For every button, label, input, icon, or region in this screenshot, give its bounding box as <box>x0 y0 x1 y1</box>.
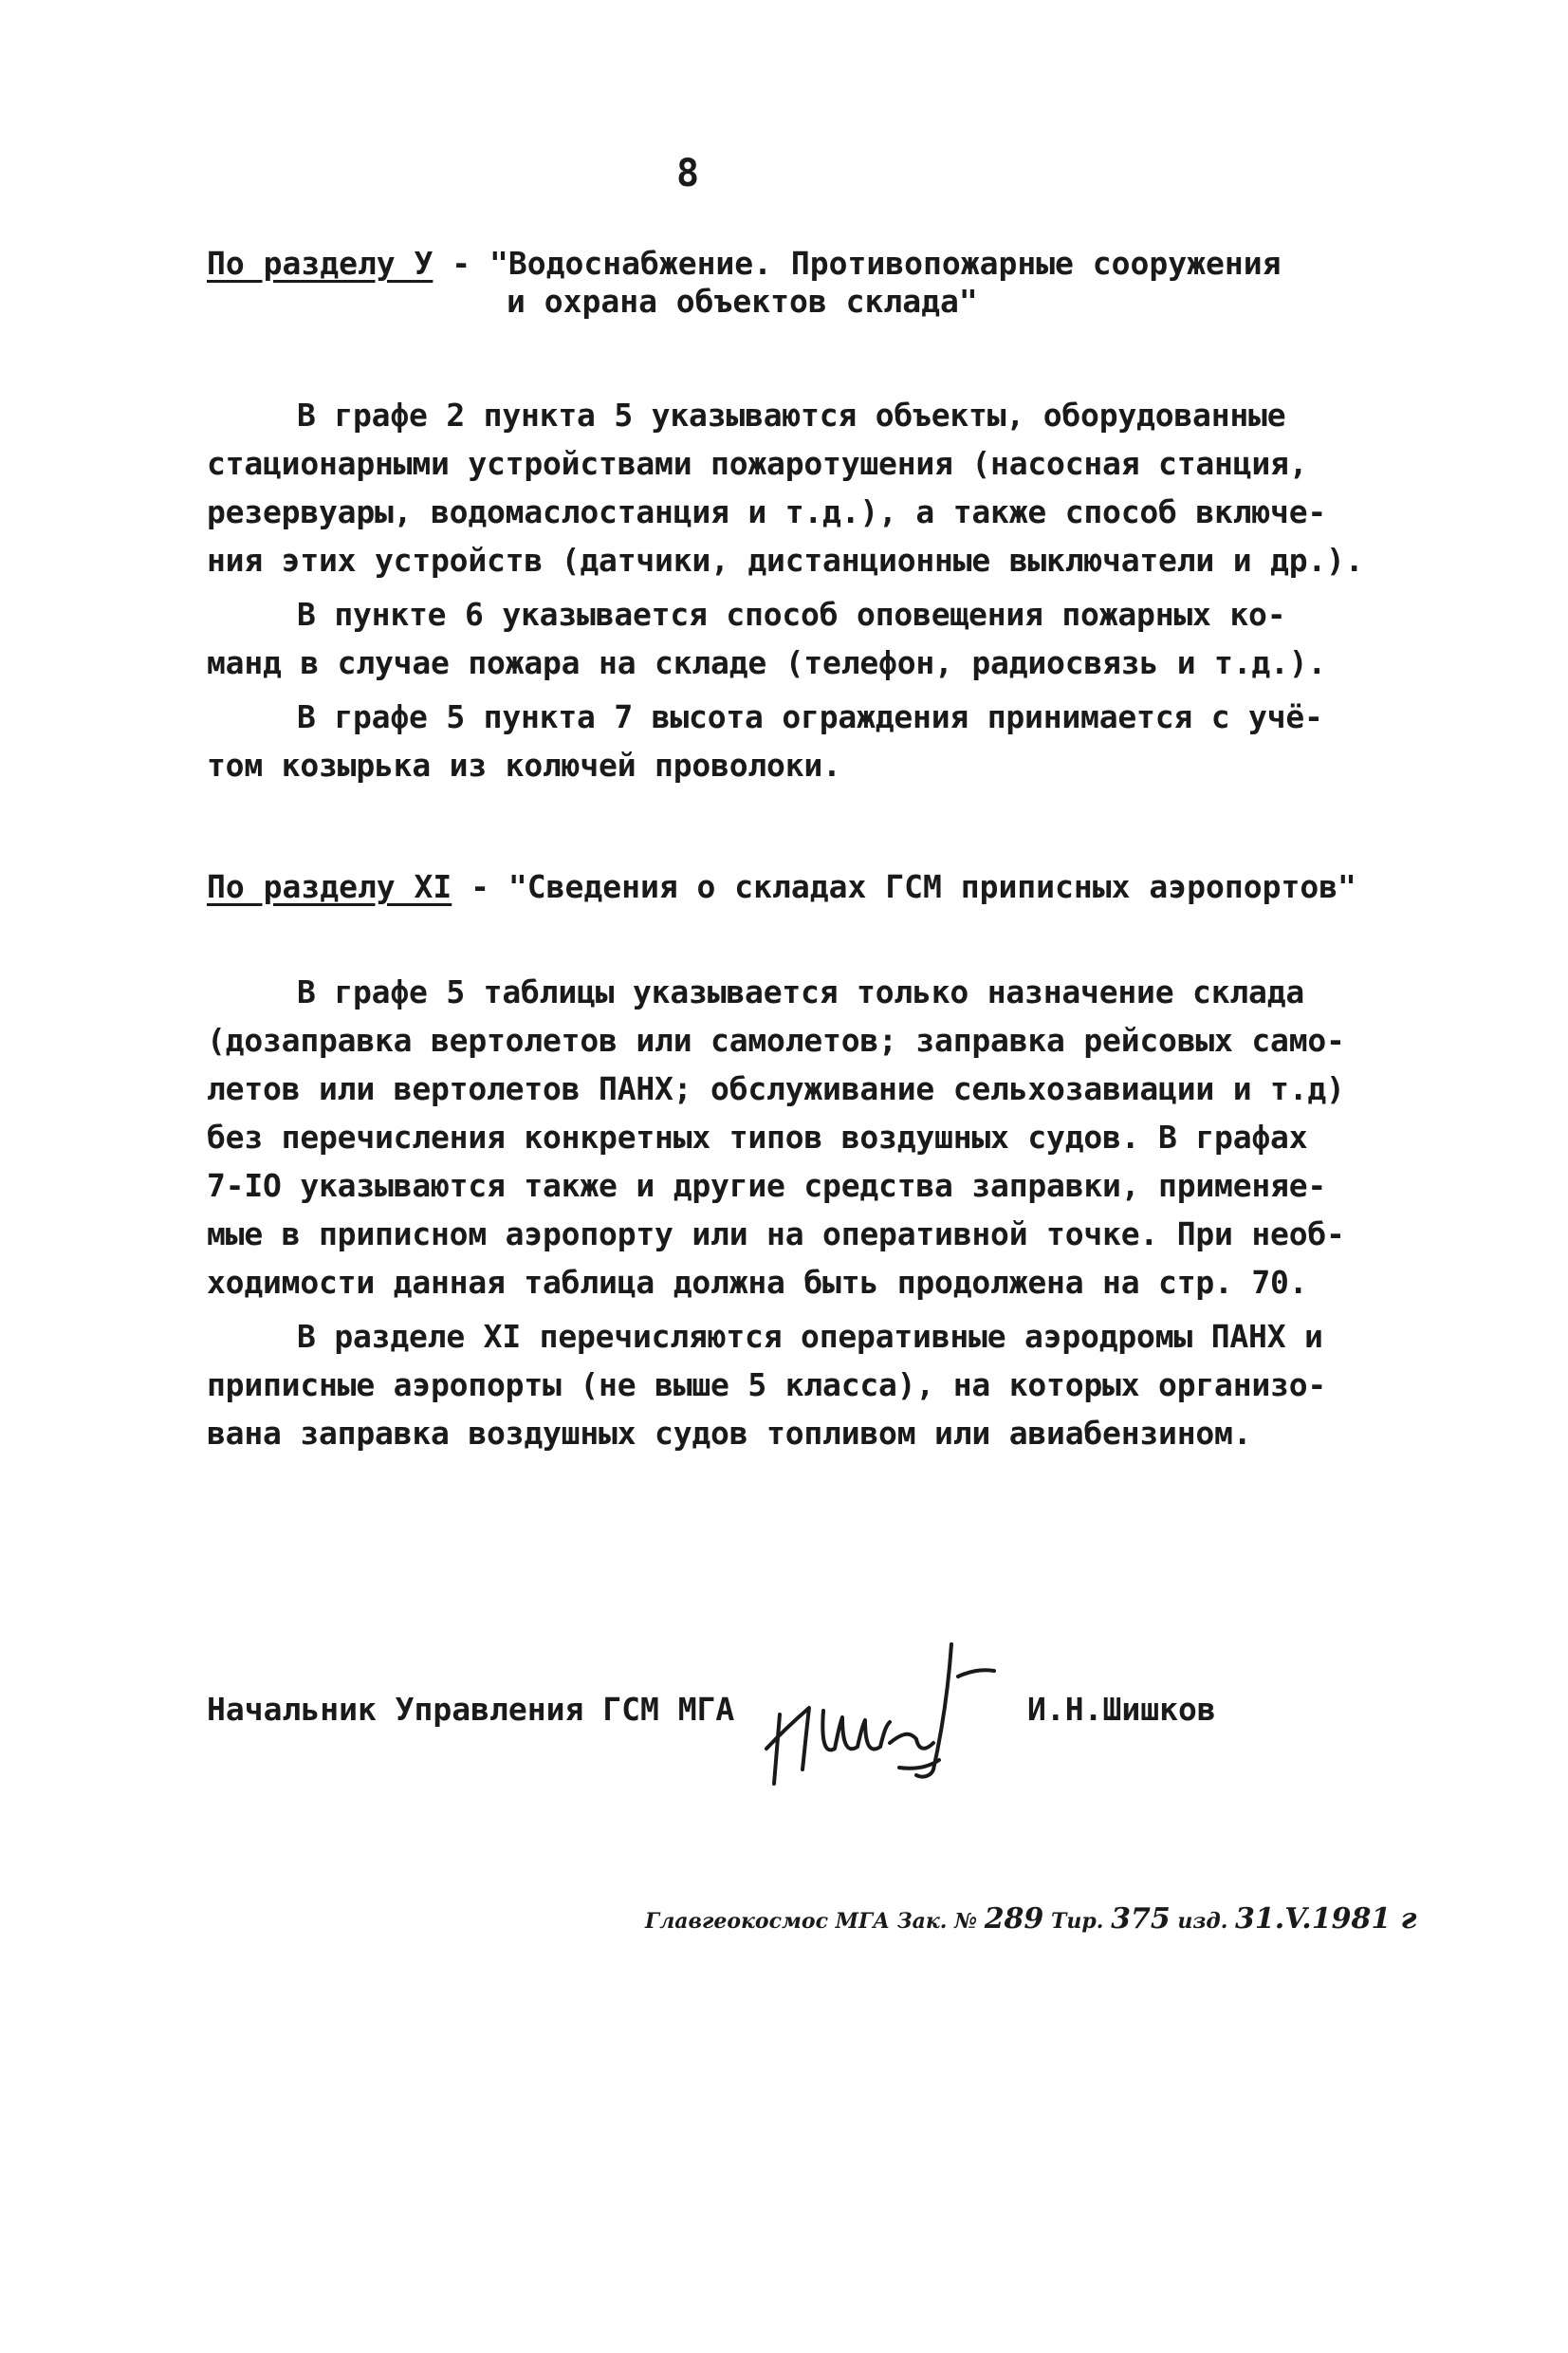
page-number: 8 <box>675 152 700 195</box>
signatory-name: И.Н.Шишков <box>1027 1691 1216 1728</box>
text-line: том козырька из колючей проволоки. <box>207 747 841 784</box>
text-line: манд в случае пожара на складе (телефон, радиосвязь и т.д.). <box>207 644 1327 681</box>
section-v-prefix: По разделу У <box>207 245 434 282</box>
section-v-paragraph-3 <box>207 693 1383 789</box>
text-line: В графе 2 пункта 5 указываются объекты, оборудованные <box>297 397 1286 434</box>
imprint-order-number: 289 <box>984 1902 1044 1936</box>
text-line: (дозаправка вертолетов или самолетов; заправка рейсовых само- <box>207 1022 1345 1059</box>
section-v-title-line2: и охрана объектов склада" <box>507 283 978 320</box>
text-line: летов или вертолетов ПАНХ; обслуживание сельхозавиации и т.д) <box>207 1070 1345 1107</box>
section-v-paragraph-1 <box>207 391 1383 584</box>
section-v-title-line1: - "Водоснабжение. Противопожарные сооружения <box>433 245 1282 282</box>
signatory-title: Начальник Управления ГСМ МГА <box>207 1691 735 1728</box>
section-xi-paragraph-1 <box>207 968 1383 1306</box>
imprint-date: 31.V.1981 г <box>1235 1902 1417 1936</box>
section-v-heading <box>207 245 1383 321</box>
text-line: вана заправка воздушных судов топливом или авиабензином. <box>207 1415 1252 1452</box>
handwritten-signature <box>757 1637 1013 1798</box>
section-xi-title: - "Сведения о складах ГСМ приписных аэропортов" <box>452 868 1356 905</box>
printer-imprint <box>645 1902 1417 1936</box>
text-line: стационарными устройствами пожаротушения (насосная станция, <box>207 445 1308 482</box>
text-line: В разделе XI перечисляются оперативные аэродромы ПАНХ и <box>297 1318 1323 1355</box>
text-line: В графе 5 пункта 7 высота ограждения принимается с учё- <box>297 698 1323 735</box>
signature-block <box>207 1637 1383 1798</box>
section-xi-heading <box>207 868 1383 906</box>
text-line: В пункте 6 указывается способ оповещения пожарных ко- <box>297 596 1286 633</box>
text-line: В графе 5 таблицы указывается только назначение склада <box>297 973 1305 1010</box>
section-v-paragraph-2 <box>207 590 1383 687</box>
text-line: ния этих устройств (датчики, дистанционные выключатели и др.). <box>207 542 1364 579</box>
text-line: ходимости данная таблица должна быть продолжена на стр. 70. <box>207 1264 1308 1301</box>
imprint-publisher: Главгеокосмос МГА Зак. № <box>645 1909 978 1934</box>
text-line: резервуары, водомаслостанция и т.д.), а также способ включе- <box>207 493 1327 530</box>
section-xi-paragraph-2 <box>207 1312 1383 1457</box>
imprint-print-run-label: Тир. <box>1050 1909 1104 1934</box>
imprint-date-label: изд. <box>1177 1909 1228 1934</box>
section-xi-prefix: По разделу XI <box>207 868 452 905</box>
text-line: 7-IO указываются также и другие средства заправки, применяе- <box>207 1167 1327 1204</box>
imprint-print-run: 375 <box>1111 1902 1171 1936</box>
text-line: мые в приписном аэропорту или на оперативной точке. При необ- <box>207 1215 1345 1252</box>
text-line: приписные аэропорты (не выше 5 класса), на которых организо- <box>207 1366 1327 1403</box>
text-line: без перечисления конкретных типов воздушных судов. В графах <box>207 1119 1308 1156</box>
